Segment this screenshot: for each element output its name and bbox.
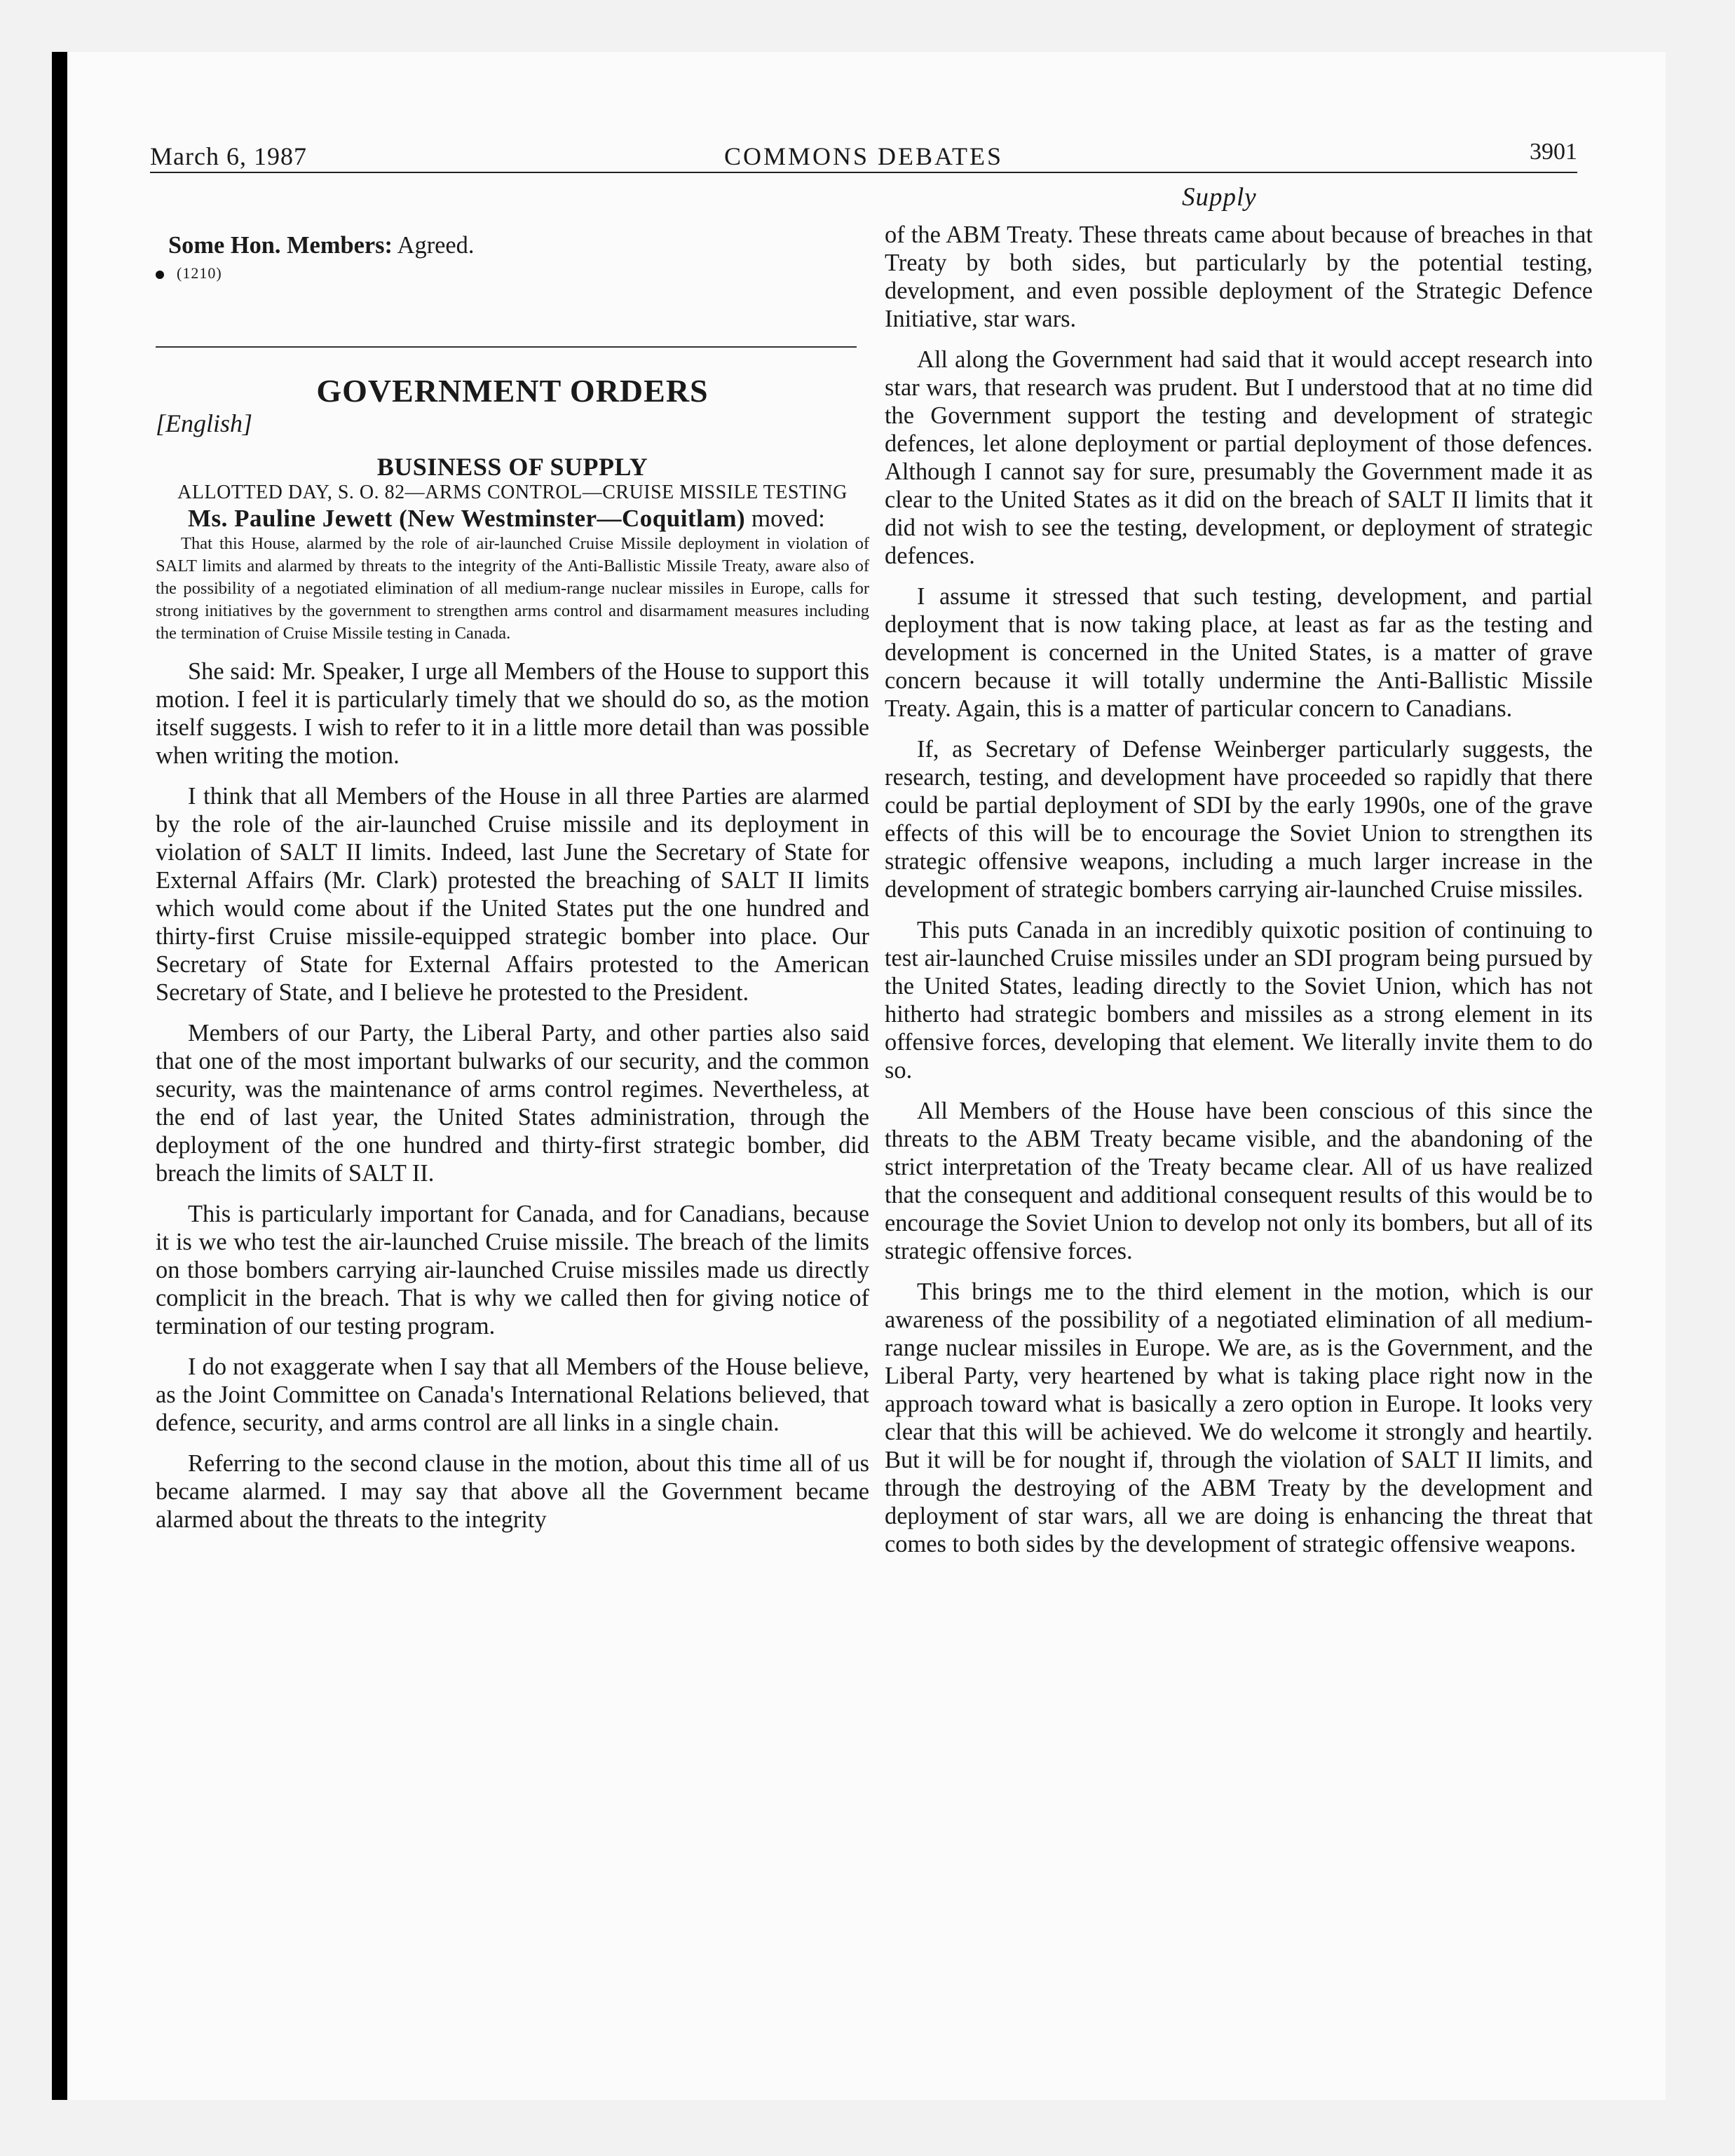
- header-date: March 6, 1987: [150, 142, 307, 170]
- mover-name: Ms. Pauline Jewett (New Westminster—Coquitlam): [188, 505, 746, 532]
- speech-paragraph: Referring to the second clause in the motion, about this time all of us became alarmed. I may say that above all the Government became alarmed about the threats to the integrity: [156, 1450, 869, 1533]
- speech-paragraph: I assume it stressed that such testing, development, and partial deployment that is now taking place, at least as far as the testing and development is concerned in the United States, is a matter of grave concern because it will totally undermine the Anti-Ballistic Missile Treaty. Again, this is a matter of particular concern to Canadians.: [885, 583, 1593, 722]
- continuation-paragraph: of the ABM Treaty. These threats came about because of breaches in that Treaty by both sides, but particularly by the potential testing, development, and even possible deployment of the Strategic Defence Initiative, star wars.: [885, 221, 1593, 332]
- speech-paragraph: If, as Secretary of Defense Weinberger particularly suggests, the research, testing, and development have proceeded so rapidly that there could be partial deployment of SDI by the early 1990s, one of the grave effects of this will be to encourage the Soviet Union to strengthen its strategic offensive weapons, including a much larger increase in the development of strategic bombers carrying air-launched Cruise missiles.: [885, 736, 1593, 903]
- header-title: COMMONS DEBATES: [723, 142, 1004, 170]
- agreed-line: [156, 231, 869, 259]
- running-head: Supply: [1182, 183, 1257, 212]
- speech-paragraph: I do not exaggerate when I say that all Members of the House believe, as the Joint Committee on Canada's International Relations believed, that defence, security, and arms control are all links in a single chain.: [156, 1353, 869, 1436]
- speech-paragraph: This puts Canada in an incredibly quixotic position of continuing to test air-launched Cruise missiles under an SDI program being pursued by the United States, leading directly to the Soviet Union, which has not hitherto had strategic bombers and missiles as a strong element in its offensive forces, developing that element. We literally invite them to do so.: [885, 917, 1593, 1084]
- speech-paragraph: Members of our Party, the Liberal Party, and other parties also said that one of the most important bulwarks of our security, and the common security, was the maintenance of arms control regimes. Nevertheless, at the end of last year, the United States administration, through the deployment of the one hundred and thirty-first strategic bomber, did breach the limits of SALT II.: [156, 1020, 869, 1187]
- speech-paragraph: This is particularly important for Canada, and for Canadians, because it is we who test the air-launched Cruise missile. The breach of the limits on those bombers carrying air-launched Cruise missiles made us directly complicit in the breach. That is why we called then for giving notice of termination of our testing program.: [156, 1201, 869, 1339]
- allotted-day-heading: ALLOTTED DAY, S. O. 82—ARMS CONTROL—CRUISE MISSILE TESTING: [177, 482, 848, 503]
- time-marker-text: (1210): [177, 264, 222, 282]
- speech-paragraph: All Members of the House have been conscious of this since the threats to the ABM Treaty became visible, and the abandoning of the strict interpretation of the Treaty became clear. All of us have realized that the consequent and additional consequent results of this would be to encourage the Soviet Union to develop not only its bombers, but all of its strategic offensive forces.: [885, 1098, 1593, 1264]
- subsection-title: BUSINESS OF SUPPLY: [376, 453, 648, 481]
- speech-paragraph: She said: Mr. Speaker, I urge all Members of the House to support this motion. I feel it is particularly timely that we should do so, as the motion itself suggests. I wish to refer to it in a little more detail than was possible when writing the motion.: [156, 658, 869, 769]
- bullet-icon: [156, 271, 164, 279]
- mover-line: [156, 505, 869, 533]
- motion-text: That this House, alarmed by the role of air-launched Cruise Missile deployment in violation of SALT limits and alarmed by threats to the integrity of the Anti-Ballistic Missile Treaty, aware also of the possibility of a negotiated elimination of all medium-range nuclear missiles in Europe, calls for strong initiatives by the government to strengthen arms control and disarmament measures including the termination of Cruise Missile testing in Canada.: [156, 534, 869, 643]
- page-number: 3901: [1530, 139, 1577, 165]
- section-title: GOVERNMENT ORDERS: [316, 373, 709, 409]
- agreed-speaker: Some Hon. Members:: [168, 232, 393, 259]
- language-tag: [English]: [156, 409, 253, 437]
- time-marker: [156, 259, 869, 287]
- speech-paragraph: I think that all Members of the House in all three Parties are alarmed by the role of the air-launched Cruise missile and its deployment in violation of SALT II limits. Indeed, last June the Secretary of State for External Affairs (Mr. Clark) protested the breaching of SALT II limits which would come about if the United States put the one hundred and thirty-first Cruise missile-equipped strategic bomber into place. Our Secretary of State for External Affairs protested to the American Secretary of State, and I believe he protested to the President.: [156, 783, 869, 1006]
- speech-paragraph: All along the Government had said that it would accept research into star wars, that research was prudent. But I understood that at no time did the Government support the testing and development of strategic defences, let alone deployment or partial deployment of those defences. Although I cannot say for sure, presumably the Government made it as clear to the United States as it did on the breach of SALT II limits that it did not wish to see the testing, development, or deployment of strategic defences.: [885, 346, 1593, 569]
- scan-edge-bar: [52, 52, 67, 2100]
- left-column: [156, 231, 869, 1534]
- speech-paragraph: This brings me to the third element in the motion, which is our awareness of the possibility of a negotiated elimination of all medium-range nuclear missiles in Europe. We are, as is the Government, and the Liberal Party, very heartened by what is taking place right now in the approach toward what is basically a zero option in Europe. It looks very clear that this will be achieved. We do welcome it strongly and heartily. But it will be for nought if, through the violation of SALT II limits, and through the destroying of the ABM Treaty by the development and deployment of star wars, all we are doing is enhancing the threat that comes to both sides by the development of strategic offensive weapons.: [885, 1278, 1593, 1557]
- agreed-text: Agreed.: [392, 232, 475, 259]
- section-rule: [156, 346, 857, 348]
- page-header: [150, 137, 1577, 171]
- mover-text: moved:: [745, 505, 825, 532]
- right-column: [885, 221, 1593, 1558]
- header-rule: [150, 172, 1577, 173]
